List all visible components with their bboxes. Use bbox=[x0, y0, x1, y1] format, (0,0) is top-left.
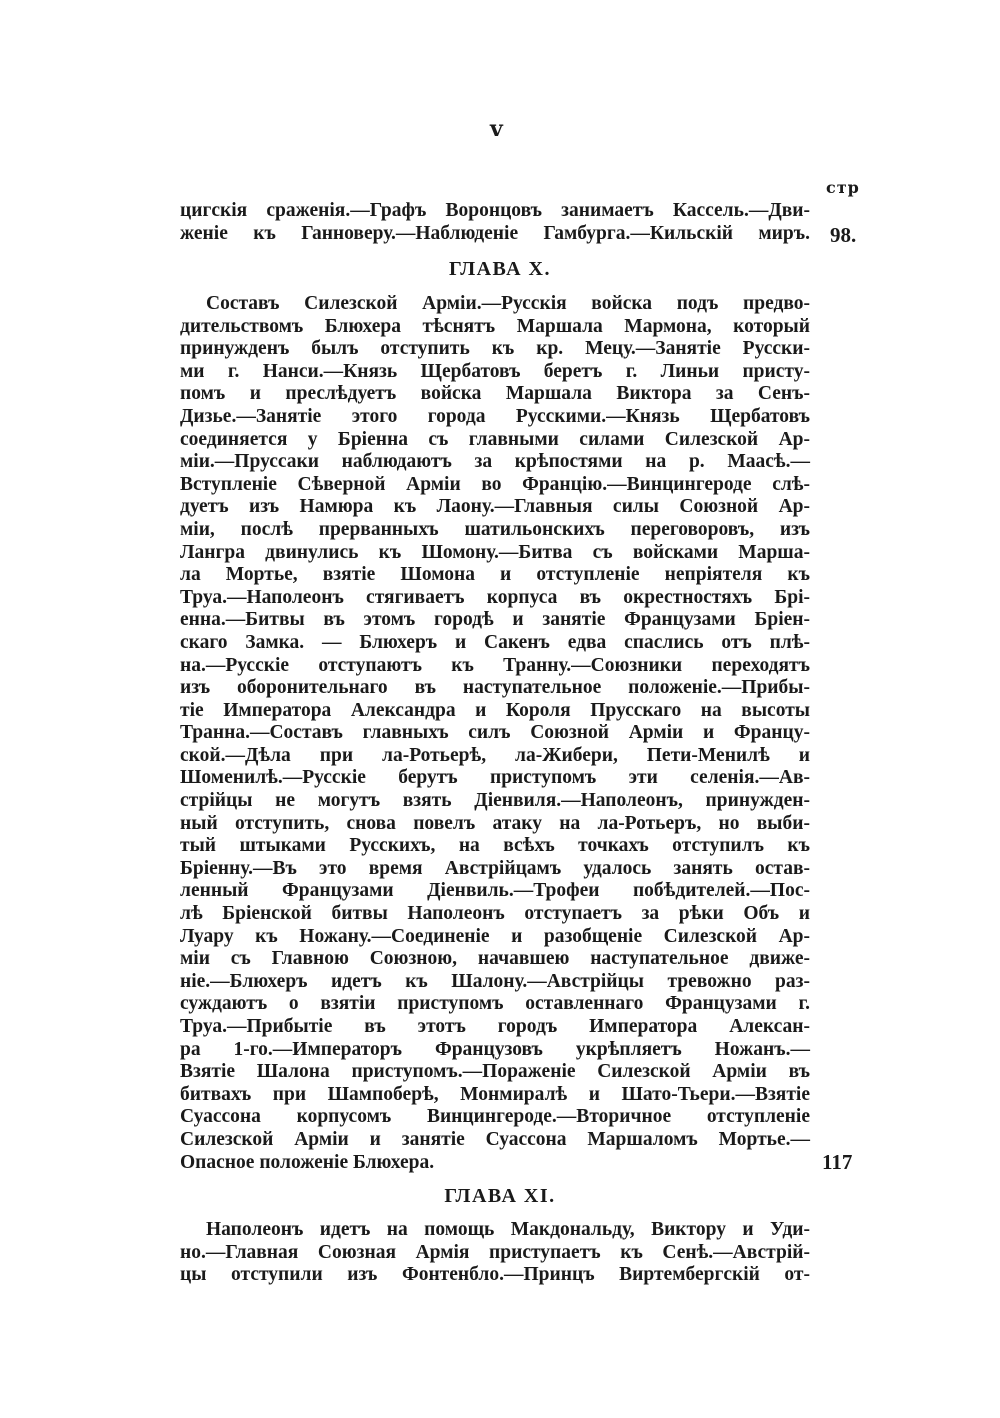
chapter-title: ГЛАВА X. bbox=[448, 258, 552, 280]
text-line: ра 1-го.—Императоръ Французовъ укрѣпляетъ Ножанъ.— bbox=[180, 1038, 810, 1060]
text-line: Составъ Силезской Арміи.—Русскія войска подъ предво- bbox=[206, 293, 810, 314]
text-line: ный отступить, снова повелъ атаку на ла-Ротьеръ, но выби- bbox=[180, 812, 810, 834]
text-line: Дизье.—Занятіе этого города Русскими.—Князь Щербатовъ bbox=[180, 405, 810, 427]
text-line: цигскія сраженія.—Графъ Воронцовъ занимаетъ Кассель.—Дви- bbox=[180, 200, 810, 221]
text-line: дуетъ изъ Намюра къ Лаону.—Главныя силы Союзной Ар- bbox=[180, 496, 810, 518]
text-line: суждаютъ о взятіи приступомъ оставленнаго Французами г. bbox=[180, 993, 810, 1015]
text-line: Взятіе Шалона приступомъ.—Пораженіе Силезской Арміи въ bbox=[180, 1061, 810, 1083]
text-line: битвахъ при Шампоберѣ, Монмиралѣ и Шато-Тьери.—Взятіе bbox=[180, 1083, 810, 1105]
text-line: міи.—Пруссаки наблюдаютъ за крѣпостями на р. Маасѣ.— bbox=[180, 451, 810, 473]
text-line: міи, послѣ прерванныхъ шатильонскихъ переговоровъ, изъ bbox=[180, 518, 810, 540]
text-line: Труа.—Прибытіе въ этотъ городъ Императора Алексан- bbox=[180, 1016, 810, 1037]
text-line: Транна.—Составъ главныхъ силъ Союзной Арміи и Францу- bbox=[180, 722, 810, 744]
text-line: женіе къ Ганноверу.—Наблюденіе Гамбурга.—Кильскій миръ. bbox=[180, 222, 810, 244]
text-line: тый штыками Русскихъ, на всѣхъ точкахъ отступилъ къ bbox=[180, 835, 810, 857]
text-line: соединяется у Бріенна съ главными силами Силезской Ар- bbox=[180, 428, 810, 450]
text-line: изъ оборонительнаго въ наступательное положеніе.—Прибы- bbox=[180, 677, 810, 699]
text-line: принужденъ былъ отступить къ кр. Мецу.—Занятіе Русски- bbox=[180, 338, 810, 360]
text-line: Шоменилѣ.—Русскіе берутъ приступомъ эти селенія.—Ав- bbox=[180, 767, 810, 789]
page-ref: 98. bbox=[830, 223, 857, 247]
text-line: Бріенну.—Въ это время Австрійцамъ удалось занять остав- bbox=[180, 857, 810, 879]
text-line: Труа.—Наполеонъ стягиваетъ корпуса въ окрестностяхъ Брі- bbox=[180, 586, 810, 608]
text-line: дительствомъ Блюхера тѣснятъ Маршала Мармона, который bbox=[180, 315, 810, 337]
text-line: но.—Главная Союзная Армія приступаетъ къ Сенѣ.—Австрій- bbox=[180, 1241, 810, 1263]
text-line: ніе.—Блюхеръ идетъ къ Шалону.—Австрійцы тревожно раз- bbox=[180, 970, 810, 992]
text-line: помъ и преслѣдуетъ войска Маршала Виктора за Сенъ- bbox=[180, 383, 810, 405]
page-number: v bbox=[490, 116, 503, 142]
text-line: Опасное положеніе Блюхера. bbox=[180, 1151, 435, 1173]
text-line: на.—Русскіе отступаютъ къ Транну.—Союзники переходятъ bbox=[180, 654, 810, 676]
chapter-title: ГЛАВА XI. bbox=[444, 1185, 556, 1207]
text-line: Луару къ Ножану.—Соединеніе и разобщеніе Силезской Ар- bbox=[180, 925, 810, 947]
text-line: Лангра двинулись къ Шомону.—Битва съ войсками Марша- bbox=[180, 541, 810, 563]
chapter-summary bbox=[180, 1219, 810, 1287]
text-line: ленный Французами Діенвиль.—Трофеи побѣдителей.—Пос- bbox=[180, 880, 810, 902]
text-line: тіе Императора Александра и Короля Прусскаго на высоты bbox=[180, 699, 810, 721]
column-label: стр bbox=[826, 178, 860, 197]
chapter-summary bbox=[180, 293, 810, 1174]
text-line: міи съ Главною Союзною, начавшею наступательное движе- bbox=[180, 948, 810, 970]
text-line: Наполеонъ идетъ на помощь Макдональду, Виктору и Уди- bbox=[206, 1219, 810, 1240]
text-line: Вступленіе Сѣверной Арміи во Францію.—Винцингероде слѣ- bbox=[180, 473, 810, 495]
text-line: ской.—Дѣла при ла-Ротьерѣ, ла-Жибери, Пети-Менилѣ и bbox=[180, 744, 810, 766]
text-line: енна.—Битвы въ этомъ городѣ и занятіе Французами Бріен- bbox=[180, 609, 810, 631]
text-line: ми г. Нанси.—Князь Щербатовъ беретъ г. Линьи присту- bbox=[180, 360, 810, 382]
prev-chapter-text bbox=[180, 200, 810, 245]
text-line: стрійцы не могутъ взять Діенвиля.—Наполеонъ, принужден- bbox=[180, 790, 810, 812]
text-line: скаго Замка. — Блюхеръ и Сакенъ едва спаслись отъ плѣ- bbox=[180, 631, 810, 653]
text-line: лѣ Бріенской битвы Наполеонъ отступаетъ за рѣки Объ и bbox=[180, 903, 810, 925]
text-line: Суассона корпусомъ Винцингероде.—Вторичное отступленіе bbox=[180, 1106, 810, 1128]
page-ref: 117 bbox=[822, 1150, 853, 1174]
text-line: Силезской Арміи и занятіе Суассона Маршаломъ Мортье.— bbox=[180, 1128, 810, 1150]
text-line: ла Мортье, взятіе Шомона и отступленіе непріятеля къ bbox=[180, 564, 810, 586]
text-line: цы отступили изъ Фонтенбло.—Принцъ Виртембергскій от- bbox=[180, 1264, 810, 1286]
